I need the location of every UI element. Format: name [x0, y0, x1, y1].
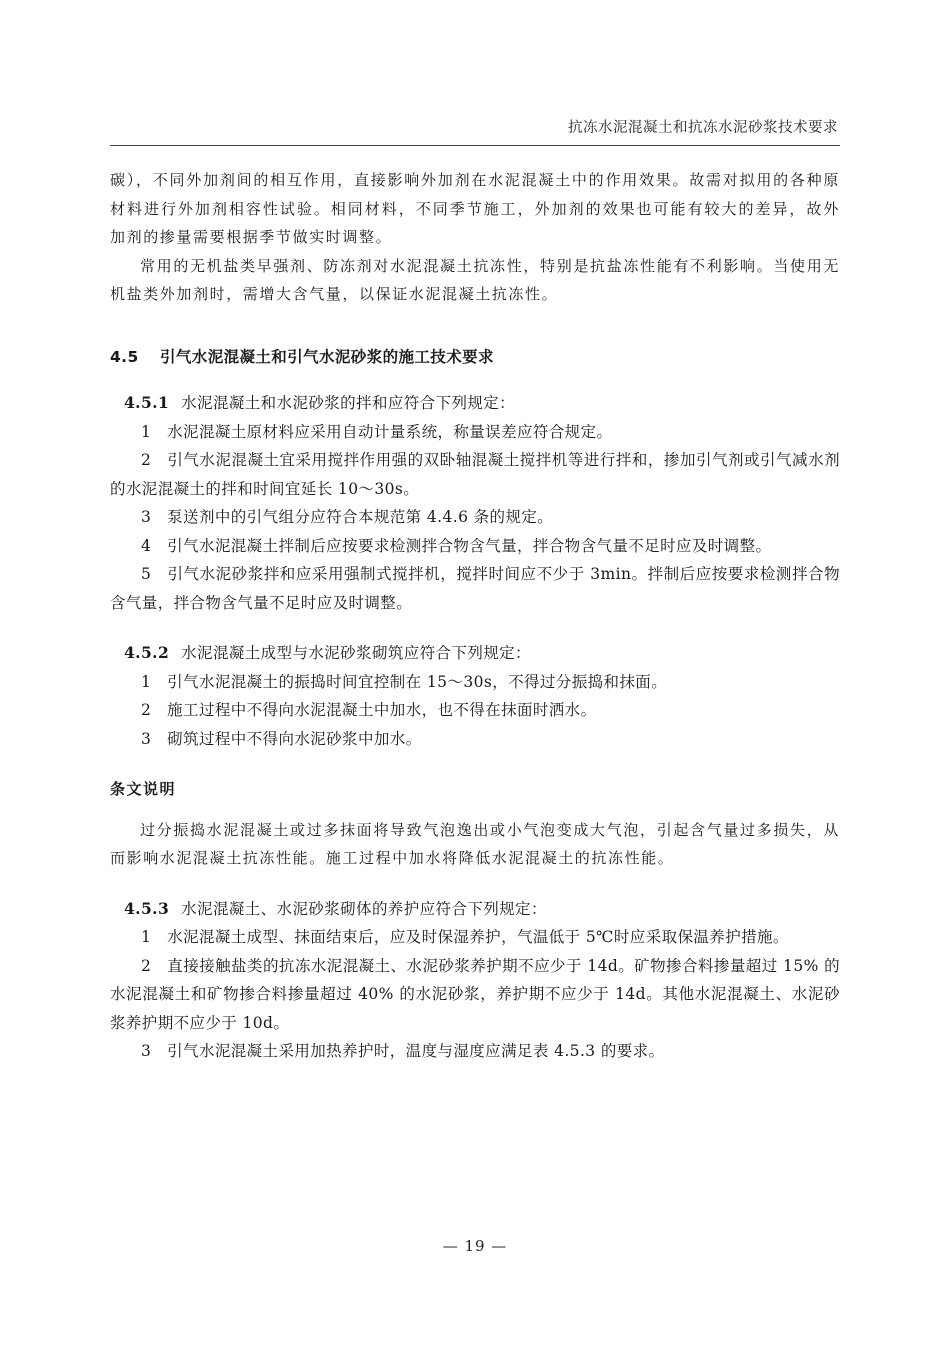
page-body — [110, 166, 840, 1066]
section-number: 4.5 — [110, 347, 139, 366]
clause-number: 4.5.2 — [124, 643, 170, 662]
clause-number: 4.5.1 — [124, 393, 170, 412]
clause-number: 4.5.3 — [124, 898, 170, 918]
list-item: 2 施工过程中不得向水泥混凝土中加水，也不得在抹面时洒水。 — [141, 701, 597, 719]
list-item: 3 砌筑过程中不得向水泥砂浆中加水。 — [141, 729, 422, 748]
clause-text: 水泥混凝土成型与水泥砂浆砌筑应符合下列规定： — [181, 644, 531, 662]
list-item: 1 水泥混凝土原材料应采用自动计量系统，称量误差应符合规定。 — [141, 422, 613, 441]
list-item: 3 泵送剂中的引气组分应符合本规范第 4.4.6 条的规定。 — [141, 508, 554, 526]
clause-4-5-1-items — [110, 418, 840, 618]
clause-text: 水泥混凝土和水泥砂浆的拌和应符合下列规定： — [181, 394, 516, 412]
section-heading — [110, 343, 840, 372]
list-item: 5 引气水泥砂浆拌和应采用强制式搅拌机，搅拌时间应不少于 3min。拌制后应按要求检测拌合物含气量，拌合物含气量不足时应及时调整。 — [110, 565, 840, 612]
list-item: 2 直接接触盐类的抗冻水泥混凝土、水泥砂浆养护期不应少于 14d。矿物掺合料掺量超过 15% 的水泥混凝土和矿物掺合料掺量超过 40% 的水泥砂浆，养护期不应少于 14d。其他水泥混凝土、水泥砂浆养护期不应少于 10d。 — [110, 956, 840, 1032]
explanation-text: 过分振捣水泥混凝土或过多抹面将导致气泡逸出或小气泡变成大气泡，引起含气量过多损失，从而影响水泥混凝土抗冻性能。施工过程中加水将降低水泥混凝土的抗冻性能。 — [110, 820, 840, 867]
intro-paragraph-1: 碳），不同外加剂间的相互作用，直接影响外加剂在水泥混凝土中的作用效果。故需对拟用的各种原材料进行外加剂相容性试验。相同材料，不同季节施工，外加剂的效果也可能有较大的差异，故外加剂的掺量需要根据季节做实时调整。 — [110, 171, 840, 246]
header-rule — [110, 145, 840, 146]
clause-4-5-3 — [110, 895, 840, 924]
intro-paragraph-2: 常用的无机盐类早强剂、防冻剂对水泥混凝土抗冻性，特别是抗盐冻性能有不利影响。当使用无机盐类外加剂时，需增大含气量，以保证水泥混凝土抗冻性。 — [110, 256, 840, 303]
clause-text: 水泥混凝土、水泥砂浆砌体的养护应符合下列规定： — [181, 899, 547, 918]
list-item: 3 引气水泥混凝土采用加热养护时，温度与湿度应满足表 4.5.3 的要求。 — [141, 1042, 665, 1060]
list-item: 1 引气水泥混凝土的振捣时间宜控制在 15～30s，不得过分振捣和抹面。 — [141, 672, 668, 691]
list-item: 4 引气水泥混凝土拌制后应按要求检测拌合物含气量，拌合物含气量不足时应及时调整。 — [141, 536, 772, 555]
clause-4-5-3-items — [110, 923, 840, 1066]
page-number: — 19 — — [442, 1237, 508, 1255]
explanation-heading: 条文说明 — [110, 780, 177, 798]
running-head: 抗冻水泥混凝土和抗冻水泥砂浆技术要求 — [568, 120, 838, 136]
list-item: 2 引气水泥混凝土宜采用搅拌作用强的双卧轴混凝土搅拌机等进行拌和，掺加引气剂或引气减水剂的水泥混凝土的拌和时间宜延长 10～30s。 — [110, 451, 840, 498]
section-title: 引气水泥混凝土和引气水泥砂浆的施工技术要求 — [160, 347, 494, 366]
clause-4-5-1 — [110, 389, 840, 418]
list-item: 1 水泥混凝土成型、抹面结束后，应及时保湿养护，气温低于 5℃时应采取保温养护措施。 — [141, 928, 789, 946]
clause-4-5-2-items — [110, 668, 840, 754]
clause-4-5-2 — [110, 639, 840, 668]
